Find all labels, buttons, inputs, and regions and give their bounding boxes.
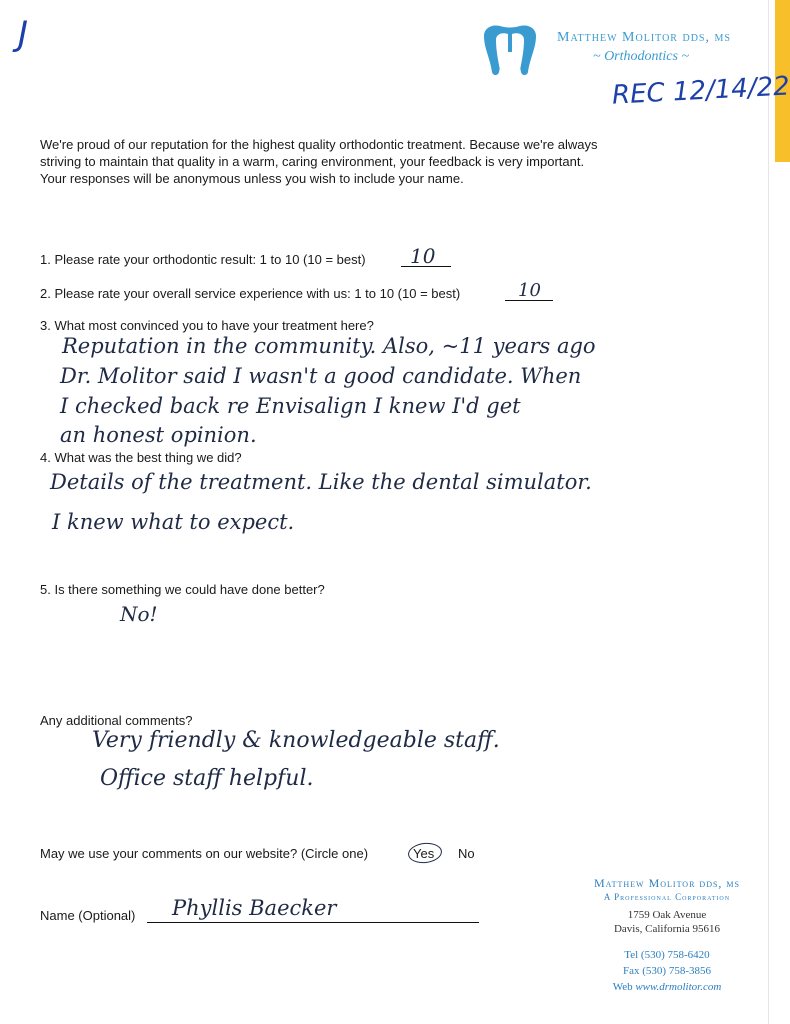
- question-3-answer-line-1: Reputation in the community. Also, ~11 years ago: [62, 334, 596, 358]
- footer-street: 1759 Oak Avenue: [627, 909, 707, 921]
- footer-web-link[interactable]: www.drmolitor.com: [635, 981, 722, 993]
- page-edge: [768, 0, 769, 1024]
- question-2-label: 2. Please rate your overall service experience with us: 1 to 10 (10 = best): [40, 286, 461, 301]
- question-4-label: 4. What was the best thing we did?: [40, 450, 242, 465]
- question-1-label: 1. Please rate your orthodontic result: 1 to 10 (10 = best): [40, 252, 366, 267]
- comments-label: Any additional comments?: [40, 713, 193, 728]
- footer-web-line: [574, 980, 760, 994]
- footer-web-label: Web: [612, 981, 633, 993]
- intro-line-3: Your responses will be anonymous unless you wish to include your name.: [40, 171, 464, 186]
- intro-line-2: striving to maintain that quality in a warm, caring environment, your feedback is very important.: [40, 154, 585, 169]
- footer-corporation: A Professional Corporation: [603, 892, 731, 902]
- comments-answer-line-2: Office staff helpful.: [100, 766, 314, 791]
- footer-address-block: [574, 876, 760, 994]
- intro-line-1: We're proud of our reputation for the highest quality orthodontic treatment. Because we're always: [40, 137, 598, 152]
- question-5-label: 5. Is there something we could have done better?: [40, 582, 325, 597]
- question-3-answer-line-2: Dr. Molitor said I wasn't a good candidate. When: [60, 364, 582, 388]
- website-use-no: No: [458, 846, 475, 861]
- footer-city: Davis, California 95616: [613, 923, 720, 935]
- question-1-answer: 10: [410, 244, 436, 268]
- website-use-label: May we use your comments on our website? (Circle one): [40, 846, 369, 861]
- footer-tel: Tel (530) 758-6420: [624, 949, 710, 961]
- comments-answer-line-1: Very friendly & knowledgeable staff.: [92, 728, 500, 753]
- question-2-answer: 10: [518, 280, 541, 301]
- name-line: [147, 922, 479, 923]
- website-use-yes: Yes: [413, 846, 435, 861]
- footer-practice-name: Matthew Molitor dds, ms: [594, 876, 740, 890]
- question-3-label: 3. What most convinced you to have your treatment here?: [40, 318, 374, 333]
- tooth-logo-icon: [478, 22, 542, 78]
- question-5-answer: No!: [120, 602, 158, 626]
- footer-fax: Fax (530) 758-3856: [623, 965, 711, 977]
- question-4-answer-line-2: I knew what to expect.: [52, 510, 295, 534]
- check-mark: J: [18, 14, 29, 54]
- name-label: Name (Optional): [40, 908, 136, 923]
- practice-name: Matthew Molitor dds, ms: [557, 30, 731, 45]
- signature: Phyllis Baecker: [172, 896, 337, 920]
- yes-circle-mark: [407, 841, 443, 864]
- question-3-answer-line-4: an honest opinion.: [60, 423, 257, 447]
- question-3-answer-line-3: I checked back re Envisalign I knew I'd get: [60, 394, 521, 418]
- received-date-note: REC 12/14/22: [611, 71, 790, 111]
- question-4-answer-line-1: Details of the treatment. Like the dental simulator.: [50, 470, 592, 494]
- practice-subtitle: ~ Orthodontics ~: [593, 49, 690, 64]
